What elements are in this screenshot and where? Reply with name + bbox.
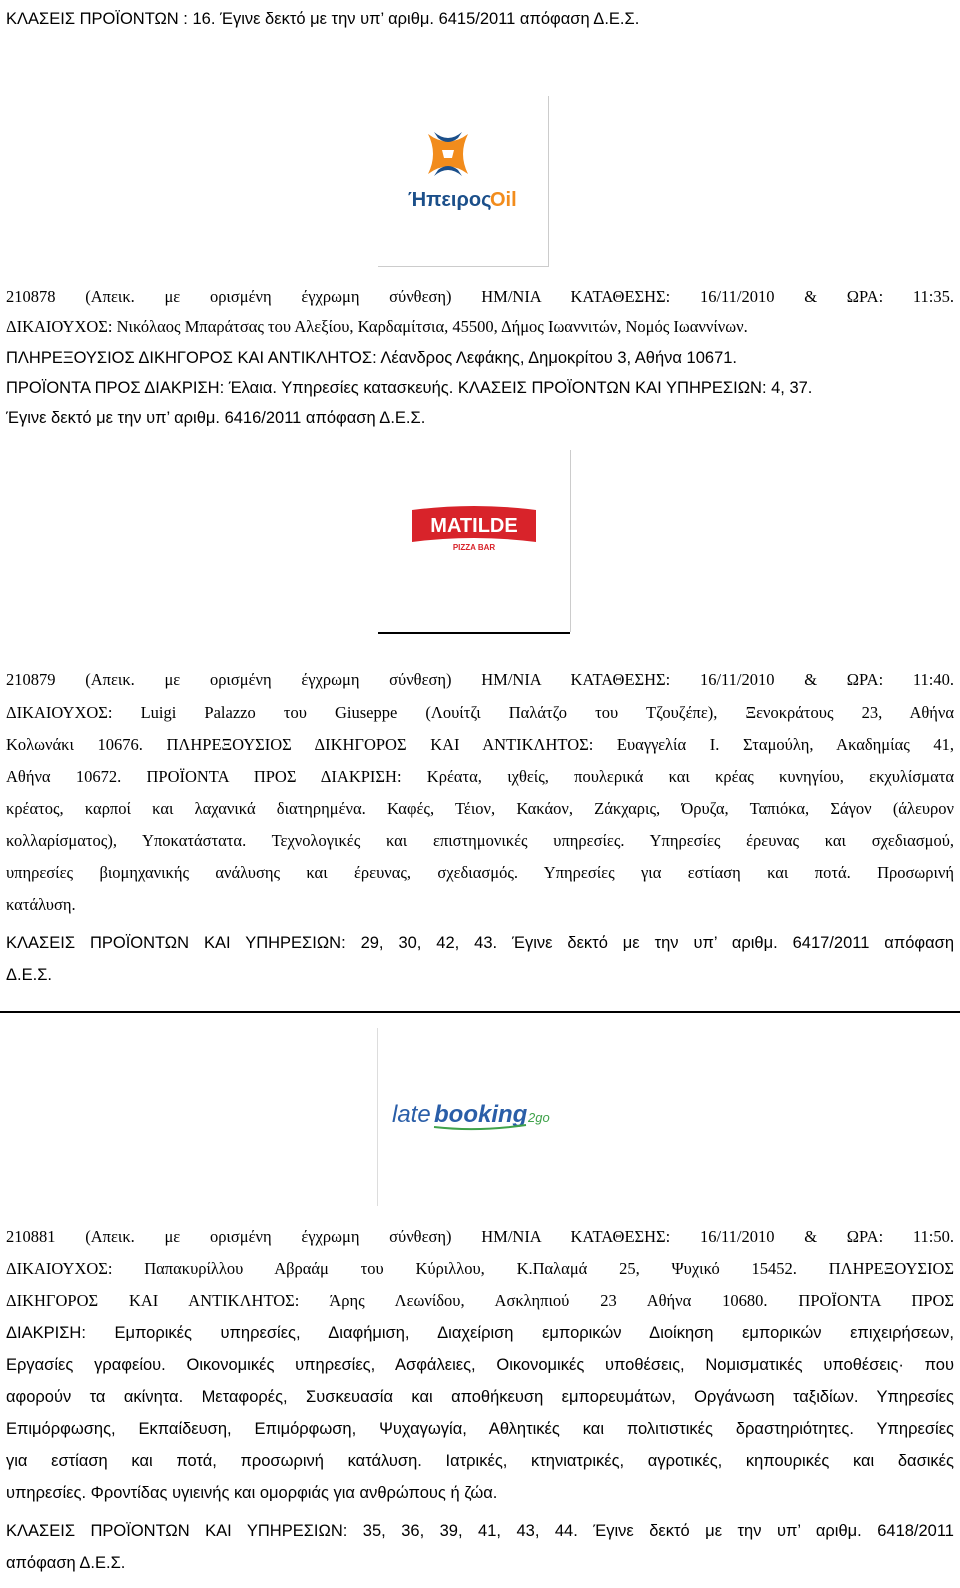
entry-210881-line-3: ΔΙΚΗΓΟΡΟΣ ΚΑΙ ΑΝΤΙΚΛΗΤΟΣ: Άρης Λεωνίδου, Ασκληπιού 23 Αθήνα 10680. ΠΡΟΪΟΝΤΑ ΠΡΟΣ <box>6 1291 954 1310</box>
entry-210879-line-7: υπηρεσίες βιομηχανικής ανάλυσης και έρευνας, σχεδιασμός. Υπηρεσίες για εστίαση και ποτά. Προσωρινή <box>6 863 954 882</box>
latebooking-part1: late <box>392 1101 431 1128</box>
entry-210881-line-10: ΚΛΑΣΕΙΣ ΠΡΟΪΟΝΤΩΝ ΚΑΙ ΥΠΗΡΕΣΙΩΝ: 35, 36, 39, 41, 43, 44. Έγινε δεκτό με την υπ’ αριθμ. 6418/2011 <box>6 1522 954 1540</box>
matilde-logo <box>378 450 571 632</box>
latebooking-tag: 2go <box>528 1110 550 1125</box>
matilde-mark-icon <box>378 450 570 632</box>
entry-210878-line-2: ΔΙΚΑΙΟΥΧΟΣ: Νικόλαος Μπαράτσας του Αλεξίου, Καρδαμίτσια, 45500, Δήμος Ιωαννιτών, Νομός Ιωαννίνων. <box>6 317 748 336</box>
matilde-subtitle: PIZZA BAR <box>452 543 496 552</box>
entry-210879-line-2: ΔΙΚΑΙΟΥΧΟΣ: Luigi Palazzo του Giuseppe (Λουίτζι Παλάτζο του Τζουζέπε), Ξενοκράτους 23, Αθήνα <box>6 703 954 722</box>
entry-210879-line-3: Κολωνάκι 10676. ΠΛΗΡΕΞΟΥΣΙΟΣ ΔΙΚΗΓΟΡΟΣ ΚΑΙ ΑΝΤΙΚΛΗΤΟΣ: Ευαγγελία Ι. Σταμούλη, Ακαδημίας 41, <box>6 735 954 754</box>
entry-210881-line-7: Επιμόρφωσης, Εκπαίδευση, Επιμόρφωση, Ψυχαγωγία, Αθλητικές και πολιτιστικές δραστηριότητες. Υπηρεσίες <box>6 1420 954 1438</box>
epirus-oil-logo <box>378 96 549 267</box>
latebooking-part2: booking <box>434 1101 528 1128</box>
entry-210878-line-5: Έγινε δεκτό με την υπ’ αριθμ. 6416/2011 απόφαση Δ.Ε.Σ. <box>6 409 426 427</box>
entry-210881-line-4: ΔΙΑΚΡΙΣΗ: Εμπορικές υπηρεσίες, Διαφήμιση, Διαχείριση εμπορικών Διοίκηση εμπορικών επιχειρήσεων, <box>6 1324 954 1342</box>
entry-210879-line-4: Αθήνα 10672. ΠΡΟΪΟΝΤΑ ΠΡΟΣ ΔΙΑΚΡΙΣΗ: Κρέατα, ιχθείς, πουλερικά και κρέας κυνηγίου, εκχυλίσματα <box>6 767 954 786</box>
entry-210879-line-6: κολλαρίσματος), Υποκατάστατα. Τεχνολογικές και επιστημονικές υπηρεσίες. Υπηρεσίες έρευνας και σχεδιασμού, <box>6 831 954 850</box>
entry-210881-line-5: Εργασίες γραφείου. Οικονομικές υπηρεσίες, Ασφάλειες, Οικονομικές υποθέσεις, Νομισματικές υποθέσεις· που <box>6 1356 954 1374</box>
entry-210879-line-9: ΚΛΑΣΕΙΣ ΠΡΟΪΟΝΤΩΝ ΚΑΙ ΥΠΗΡΕΣΙΩΝ: 29, 30, 42, 43. Έγινε δεκτό με την υπ’ αριθμ. 6417/2011 απόφαση <box>6 934 954 952</box>
entry-210881-line-11: απόφαση Δ.Ε.Σ. <box>6 1554 126 1572</box>
entry-210881-line-1: 210881 (Απεικ. με ορισμένη έγχρωμη σύνθεση) ΗΜ/ΝΙΑ ΚΑΤΑΘΕΣΗΣ: 16/11/2010 & ΩΡΑ: 11:50. <box>6 1227 954 1246</box>
latebooking-mark-icon <box>378 1028 571 1206</box>
entry-210879-line-8: κατάλυση. <box>6 895 76 914</box>
entry-210881-line-9: υπηρεσίες. Φροντίδας υγιεινής και ομορφιάς για ανθρώπους ή ζώα. <box>6 1484 498 1502</box>
entry-210879-line-5: κρέατος, καρποί και λαχανικά διατηρημένα. Καφές, Τέιον, Κακάον, Ζάκχαρις, Όρυζα, Ταπιόκα, Σάγον (άλευρον <box>6 799 954 818</box>
entry-210881-line-2: ΔΙΚΑΙΟΥΧΟΣ: Παπακυρίλλου Αβραάμ του Κύριλλου, Κ.Παλαμά 25, Ψυχικό 15452. ΠΛΗΡΕΞΟΥΣΙΟΣ <box>6 1259 954 1278</box>
epirus-word2: Oil <box>490 189 517 211</box>
entry-210878-line-1: 210878 (Απεικ. με ορισμένη έγχρωμη σύνθεση) ΗΜ/ΝΙΑ ΚΑΤΑΘΕΣΗΣ: 16/11/2010 & ΩΡΑ: 11:35. <box>6 287 954 306</box>
entry-210881-line-8: για εστίαση και ποτά, προσωρινή κατάλυση. Ιατρικές, κτηνιατρικές, αγροτικές, κηπουρικές και δασικές <box>6 1452 954 1470</box>
entry-210879-line-10: Δ.Ε.Σ. <box>6 966 52 984</box>
entry-210879-line-1: 210879 (Απεικ. με ορισμένη έγχρωμη σύνθεση) ΗΜ/ΝΙΑ ΚΑΤΑΘΕΣΗΣ: 16/11/2010 & ΩΡΑ: 11:40. <box>6 670 954 689</box>
entry-210878-line-4: ΠΡΟΪΟΝΤΑ ΠΡΟΣ ΔΙΑΚΡΙΣΗ: Έλαια. Υπηρεσίες κατασκευής. ΚΛΑΣΕΙΣ ΠΡΟΪΟΝΤΩΝ ΚΑΙ ΥΠΗΡΕΣΙΩΝ: 4, 37. <box>6 379 813 397</box>
matilde-underline <box>378 632 570 634</box>
section-divider <box>0 1011 960 1013</box>
matilde-title: MATILDE <box>430 515 518 537</box>
epirus-word1: Ήπειρος <box>408 189 492 211</box>
epirus-oil-mark-icon <box>378 96 548 266</box>
entry-210878-line-3: ΠΛΗΡΕΞΟΥΣΙΟΣ ΔΙΚΗΓΟΡΟΣ ΚΑΙ ΑΝΤΙΚΛΗΤΟΣ: Λέανδρος Λεφάκης, Δημοκρίτου 3, Αθήνα 10671. <box>6 349 738 367</box>
latebooking-logo <box>377 1028 571 1206</box>
entry-210881-line-6: αφορούν τα ακίνητα. Μεταφορές, Συσκευασία και αποθήκευση εμπορευμάτων, Οργάνωση ταξιδίων. Υπηρεσίες <box>6 1388 954 1406</box>
header-line: ΚΛΑΣΕΙΣ ΠΡΟΪΟΝΤΩΝ : 16. Έγινε δεκτό με την υπ’ αριθμ. 6415/2011 απόφαση Δ.Ε.Σ. <box>6 10 640 28</box>
